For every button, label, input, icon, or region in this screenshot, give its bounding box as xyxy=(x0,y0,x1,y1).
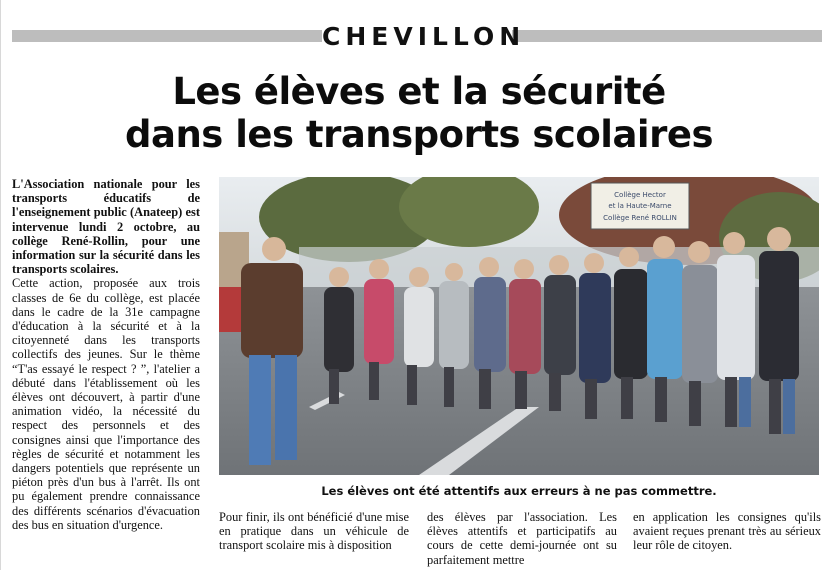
photo-car xyxy=(219,287,241,332)
article-photo xyxy=(219,177,819,475)
article-bottom-column-2: des élèves par l'association. Les élèves attentifs et participatifs au cours de cette demi-journée ont su parfaitement mettre xyxy=(427,510,617,567)
sign-text-2: et la Haute-Marne xyxy=(608,202,672,210)
article-bottom-column-3: en application les consignes qu'ils avaient reçues prenant très au sérieux leur rôle de citoyen. xyxy=(633,510,821,553)
photo-caption: Les élèves ont été attentifs aux erreurs à ne pas commettre. xyxy=(321,484,717,498)
body-paragraph: Cette action, proposée aux trois classes de 6e du collège, est placée dans le cadre de la 31e campagne d'éducation à la sécurité et à la citoyenneté dans les transports collectifs des jeunes. Sur le thème “T'as essayé le respect ? ”, l'atelier a débuté dans l'établissement où les élèves ont découvert, à partir d'une animation vidéo, la nécessité du respect des personnels et des consignes ainsi que l'importance des règles de sécurité et notamment les dangers potentiels que représente un piéton près d'un bus à l'arrêt. Ils ont pu également prendre connaissance des différents scénarios d'évacuation des bus en situation d'urgence. xyxy=(12,276,200,532)
lead-paragraph: L'Association nationale pour les transports éducatifs de l'enseignement public (Anateep) est intervenue lundi 2 octobre, au collège René-Rollin, pour une information sur la sécurité dans les transports scolaires. xyxy=(12,177,200,277)
section-label: CHEVILLON xyxy=(322,20,512,54)
sign-text-3: Collège René ROLLIN xyxy=(603,214,677,222)
sign-text-1: Collège Hector xyxy=(614,191,666,199)
headline xyxy=(0,70,838,156)
article-left-column xyxy=(12,177,200,532)
headline-line-1: Les élèves et la sécurité xyxy=(172,70,666,113)
photo-illustration xyxy=(219,177,819,475)
article-bottom-column-1: Pour finir, ils ont bénéficié d'une mise en pratique dans un véhicule de transport scolaire mis à disposition xyxy=(219,510,409,553)
headline-line-2: dans les transports scolaires xyxy=(125,113,713,156)
